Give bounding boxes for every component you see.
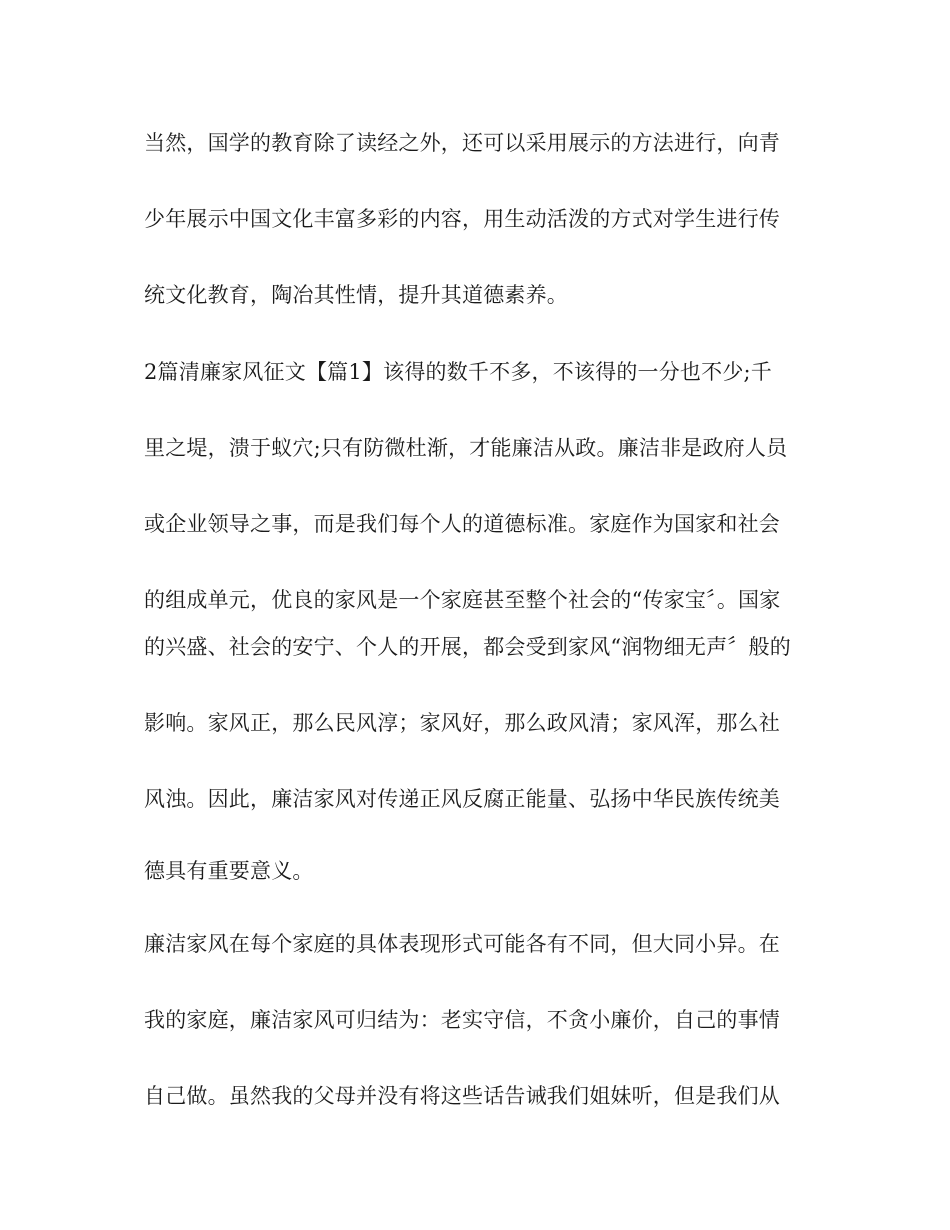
text-line: 德具有重要意义。 [144,859,314,883]
text-line: 或企业领导之事，而是我们每个人的道德标准。家庭作为国家和社会 [144,512,780,536]
text-line: 少年展示中国文化丰富多彩的内容，用生动活泼的方式对学生进行传 [144,207,780,231]
text-line: 的兴盛、社会的安宁、个人的开展，都会受到家风“润物细无声〞般的 [144,635,791,659]
text-line: 自己做。虽然我的父母并没有将这些话告诫我们姐妹听，但是我们从 [144,1084,780,1108]
text-line: 廉洁家风在每个家庭的具体表现形式可能各有不同，但大同小异。在 [144,932,780,956]
text-line: 风浊。因此，廉洁家风对传递正风反腐正能量、弘扬中华民族传统美 [144,787,780,811]
text-line: 的组成单元，优良的家风是一个家庭甚至整个社会的“传家宝〞。国家 [144,588,781,612]
text-line: 统文化教育，陶冶其性情，提升其道德素养。 [144,283,568,307]
text-line: 我的家庭，廉洁家风可归结为：老实守信，不贪小廉价，自己的事情 [144,1008,780,1032]
text-line: 里之堤，溃于蚁穴;只有防微杜渐，才能廉洁从政。廉洁非是政府人员 [144,436,788,460]
text-line: 2篇清廉家风征文【篇1】该得的数千不多，不该得的一分也不少;千 [144,360,772,384]
text-line: 当然，国学的教育除了读经之外，还可以采用展示的方法进行，向青 [144,131,780,155]
text-line: 影响。家风正，那么民风淳；家风好，那么政风清；家风浑，那么社 [144,711,780,735]
